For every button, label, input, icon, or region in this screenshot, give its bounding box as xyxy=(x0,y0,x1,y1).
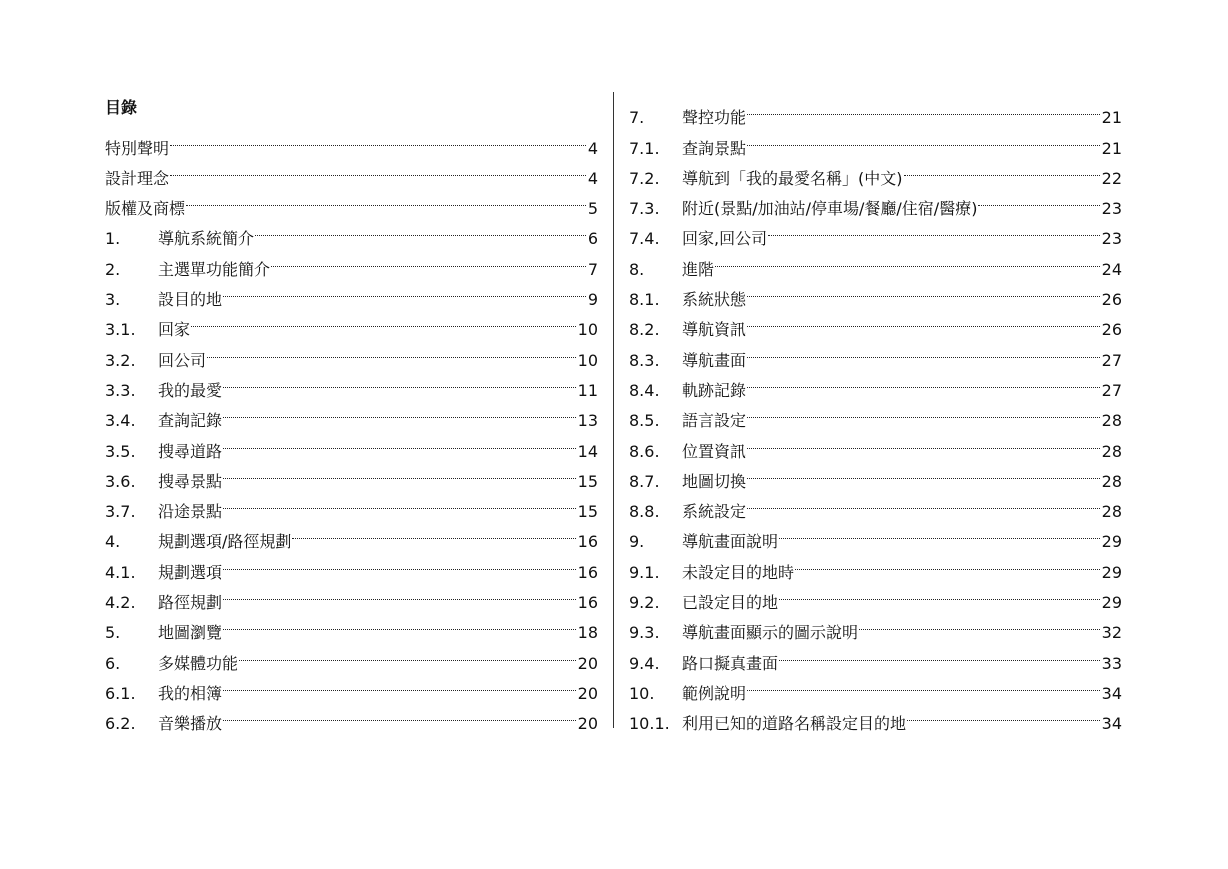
toc-dot-leader xyxy=(170,123,586,153)
toc-entry-title: 位置資訊 xyxy=(682,441,747,461)
toc-entry-number: 6.2. xyxy=(105,714,136,734)
toc-entry[interactable] xyxy=(105,184,598,219)
toc-entry-number: 3.4. xyxy=(105,411,136,431)
toc-entry-page-number: 21 xyxy=(1101,108,1122,128)
toc-entry-page-number: 21 xyxy=(1101,138,1122,158)
toc-entry-title: 未設定目的地時 xyxy=(682,562,795,582)
toc-dot-leader xyxy=(207,335,576,365)
toc-entry-number: 8.2. xyxy=(629,320,660,340)
column-divider xyxy=(613,92,614,728)
toc-entry-page-number: 5 xyxy=(587,199,598,219)
toc-entry-title: 系統狀態 xyxy=(682,290,747,310)
toc-dot-leader xyxy=(779,517,1100,547)
toc-entry-number: 7.2. xyxy=(629,168,660,188)
toc-entry-title: 導航畫面 xyxy=(682,350,747,370)
toc-entry-page-number: 7 xyxy=(587,259,598,279)
toc-dot-leader xyxy=(768,214,1100,244)
toc-dot-leader xyxy=(292,517,575,547)
toc-entry-page-number: 18 xyxy=(577,623,598,643)
toc-entry-number: 10. xyxy=(629,683,655,703)
toc-entry-page-number: 13 xyxy=(577,411,598,431)
toc-entry-number: 7.4. xyxy=(629,229,660,249)
toc-dot-leader xyxy=(747,366,1100,396)
toc-entry-number: 9.3. xyxy=(629,623,660,643)
toc-dot-leader xyxy=(907,699,1100,729)
toc-dot-leader xyxy=(978,184,1099,214)
toc-entry-title: 回公司 xyxy=(158,350,207,370)
toc-right-column xyxy=(629,93,1122,734)
toc-left-list xyxy=(105,123,598,734)
toc-dot-leader xyxy=(795,547,1100,577)
toc-dot-leader xyxy=(223,699,576,729)
toc-dot-leader xyxy=(747,487,1100,517)
toc-entry-title: 導航畫面說明 xyxy=(682,532,779,552)
toc-entry-title: 我的最愛 xyxy=(158,380,223,400)
toc-entry-number: 9.4. xyxy=(629,653,660,673)
toc-entry-number: 8.5. xyxy=(629,411,660,431)
toc-entry-number: 4.2. xyxy=(105,593,136,613)
toc-entry-page-number: 15 xyxy=(577,471,598,491)
toc-dot-leader xyxy=(239,638,576,668)
toc-entry-title: 導航到「我的最愛名稱」(中文) xyxy=(682,168,903,188)
toc-dot-leader xyxy=(191,305,576,335)
toc-entry[interactable] xyxy=(105,154,598,188)
toc-dot-leader xyxy=(747,93,1100,123)
toc-entry-title: 多媒體功能 xyxy=(158,653,239,673)
toc-entry-page-number: 23 xyxy=(1101,229,1122,249)
toc-entry-page-number: 26 xyxy=(1101,290,1122,310)
toc-entry-page-number: 22 xyxy=(1101,168,1122,188)
toc-dot-leader xyxy=(255,214,586,244)
toc-entry-title: 規劃選項 xyxy=(158,562,223,582)
toc-dot-leader xyxy=(223,608,576,638)
toc-entry-title: 附近(景點/加油站/停車場/餐廳/住宿/醫療) xyxy=(682,199,978,219)
toc-dot-leader xyxy=(170,154,586,184)
toc-dot-leader xyxy=(747,275,1100,305)
toc-entry-number: 4.1. xyxy=(105,562,136,582)
toc-entry-number: 8.8. xyxy=(629,502,660,522)
toc-entry-title: 查詢記錄 xyxy=(158,411,223,431)
toc-entry-page-number: 29 xyxy=(1101,532,1122,552)
toc-entry-title: 特別聲明 xyxy=(105,138,170,158)
toc-entry-number: 7.1. xyxy=(629,138,660,158)
toc-entry-number: 7.3. xyxy=(629,199,660,219)
toc-entry-title: 利用已知的道路名稱設定目的地 xyxy=(682,714,907,734)
toc-dot-leader xyxy=(223,457,576,487)
toc-entry-title: 我的相簿 xyxy=(158,683,223,703)
toc-entry-page-number: 23 xyxy=(1101,199,1122,219)
toc-entry-number: 9. xyxy=(629,532,645,552)
toc-entry-page-number: 32 xyxy=(1101,623,1122,643)
toc-dot-leader xyxy=(186,184,586,214)
toc-entry-page-number: 11 xyxy=(577,380,598,400)
toc-entry-title: 路口擬真畫面 xyxy=(682,653,779,673)
toc-entry-page-number: 33 xyxy=(1101,653,1122,673)
toc-dot-leader xyxy=(747,457,1100,487)
toc-entry-number: 9.2. xyxy=(629,593,660,613)
toc-entry-number: 8.4. xyxy=(629,380,660,400)
toc-entry-title: 搜尋道路 xyxy=(158,441,223,461)
toc-dot-leader xyxy=(715,244,1100,274)
toc-entry-page-number: 6 xyxy=(587,229,598,249)
toc-entry[interactable] xyxy=(629,93,1122,128)
toc-entry-page-number: 34 xyxy=(1101,714,1122,734)
toc-dot-leader xyxy=(223,669,576,699)
toc-entry-number: 10.1. xyxy=(629,714,670,734)
toc-dot-leader xyxy=(223,487,576,517)
toc-entry-page-number: 10 xyxy=(577,320,598,340)
toc-dot-leader xyxy=(747,396,1100,426)
toc-entry-title: 查詢景點 xyxy=(682,138,747,158)
toc-entry-page-number: 20 xyxy=(577,653,598,673)
toc-entry-number: 3.1. xyxy=(105,320,136,340)
toc-dot-leader xyxy=(779,578,1100,608)
toc-entry-page-number: 4 xyxy=(587,138,598,158)
toc-entry-title: 搜尋景點 xyxy=(158,471,223,491)
toc-entry-page-number: 4 xyxy=(587,168,598,188)
toc-right-list xyxy=(629,93,1122,734)
toc-entry-title: 導航畫面顯示的圖示說明 xyxy=(682,623,859,643)
toc-dot-leader xyxy=(223,366,576,396)
toc-entry-page-number: 24 xyxy=(1101,259,1122,279)
toc-entry-number: 2. xyxy=(105,259,121,279)
toc-entry-number: 3. xyxy=(105,290,121,310)
toc-entry-page-number: 28 xyxy=(1101,441,1122,461)
toc-entry-title: 主選單功能簡介 xyxy=(158,259,271,279)
toc-entry-page-number: 20 xyxy=(577,714,598,734)
toc-entry-title: 設目的地 xyxy=(158,290,223,310)
toc-entry-title: 設計理念 xyxy=(105,168,170,188)
toc-left-column xyxy=(105,93,598,734)
toc-entry-title: 導航系統簡介 xyxy=(158,229,255,249)
toc-entry-number: 5. xyxy=(105,623,121,643)
toc-entry-title: 回家 xyxy=(158,320,191,340)
toc-entry-title: 音樂播放 xyxy=(158,714,223,734)
toc-entry-number: 6.1. xyxy=(105,683,136,703)
toc-entry-title: 地圖切換 xyxy=(682,471,747,491)
toc-entry-page-number: 29 xyxy=(1101,562,1122,582)
toc-entry-number: 9.1. xyxy=(629,562,660,582)
toc-entry-page-number: 26 xyxy=(1101,320,1122,340)
toc-entry-title: 回家,回公司 xyxy=(682,229,768,249)
toc-dot-leader xyxy=(859,608,1100,638)
toc-dot-leader xyxy=(223,396,576,426)
toc-entry-page-number: 10 xyxy=(577,350,598,370)
toc-entry-page-number: 14 xyxy=(577,441,598,461)
toc-entry-title: 地圖瀏覽 xyxy=(158,623,223,643)
toc-dot-leader xyxy=(223,578,576,608)
toc-entry-number: 8.3. xyxy=(629,350,660,370)
toc-entry-page-number: 16 xyxy=(577,532,598,552)
toc-dot-leader xyxy=(223,275,586,305)
toc-dot-leader xyxy=(223,547,576,577)
toc-entry-title: 沿途景點 xyxy=(158,502,223,522)
toc-entry-title: 規劃選項/路徑規劃 xyxy=(158,532,292,552)
toc-entry-page-number: 28 xyxy=(1101,471,1122,491)
toc-entry-number: 3.5. xyxy=(105,441,136,461)
toc-entry-number: 3.6. xyxy=(105,471,136,491)
toc-entry-number: 3.3. xyxy=(105,380,136,400)
toc-entry-title: 語言設定 xyxy=(682,411,747,431)
toc-entry-page-number: 16 xyxy=(577,593,598,613)
toc-entry-page-number: 20 xyxy=(577,683,598,703)
toc-entry-number: 6. xyxy=(105,653,121,673)
toc-entry-number: 3.7. xyxy=(105,502,136,522)
toc-entry-page-number: 9 xyxy=(587,290,598,310)
toc-title: 目錄 xyxy=(105,98,138,117)
toc-entry-title: 軌跡記錄 xyxy=(682,380,747,400)
toc-entry[interactable] xyxy=(105,123,598,158)
toc-entry-title: 版權及商標 xyxy=(105,199,186,219)
toc-entry-number: 8.1. xyxy=(629,290,660,310)
toc-entry-page-number: 15 xyxy=(577,502,598,522)
toc-dot-leader xyxy=(271,244,586,274)
toc-entry-title: 導航資訊 xyxy=(682,320,747,340)
toc-dot-leader xyxy=(779,638,1100,668)
toc-entry-title: 路徑規劃 xyxy=(158,593,223,613)
toc-entry-title: 已設定目的地 xyxy=(682,593,779,613)
toc-entry-number: 8. xyxy=(629,259,645,279)
toc-entry-page-number: 16 xyxy=(577,562,598,582)
toc-entry-number: 4. xyxy=(105,532,121,552)
toc-entry-number: 1. xyxy=(105,229,121,249)
toc-dot-leader xyxy=(747,305,1100,335)
toc-dot-leader xyxy=(747,335,1100,365)
toc-entry-page-number: 34 xyxy=(1101,683,1122,703)
toc-entry-number: 8.6. xyxy=(629,441,660,461)
toc-entry-title: 聲控功能 xyxy=(682,108,747,128)
toc-entry-title: 進階 xyxy=(682,259,715,279)
toc-dot-leader xyxy=(747,123,1100,153)
toc-entry-page-number: 27 xyxy=(1101,350,1122,370)
toc-entry-number: 3.2. xyxy=(105,350,136,370)
toc-entry-number: 7. xyxy=(629,108,645,128)
toc-entry-page-number: 27 xyxy=(1101,380,1122,400)
toc-entry-page-number: 28 xyxy=(1101,411,1122,431)
toc-entry-title: 範例說明 xyxy=(682,683,747,703)
toc-entry-number: 8.7. xyxy=(629,471,660,491)
toc-dot-leader xyxy=(747,426,1100,456)
toc-dot-leader xyxy=(904,154,1100,184)
toc-dot-leader xyxy=(223,426,576,456)
toc-dot-leader xyxy=(747,669,1100,699)
toc-entry-page-number: 28 xyxy=(1101,502,1122,522)
toc-entry-title: 系統設定 xyxy=(682,502,747,522)
toc-entry-page-number: 29 xyxy=(1101,593,1122,613)
